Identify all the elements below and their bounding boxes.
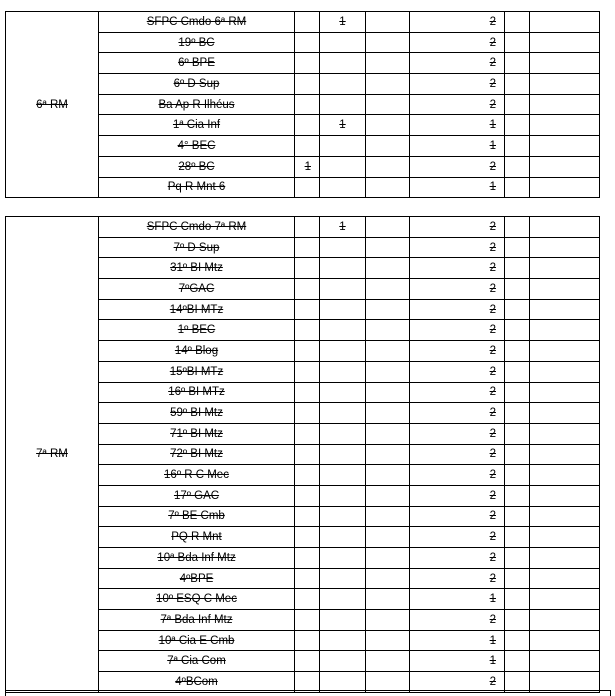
count-cell bbox=[320, 548, 366, 569]
count-cell: 2 bbox=[410, 320, 505, 341]
unit-cell: 17º GAC bbox=[99, 485, 295, 506]
unit-cell: 72º BI Mtz bbox=[99, 444, 295, 465]
count-cell: 2 bbox=[410, 444, 505, 465]
empty-cell bbox=[366, 237, 410, 258]
empty-cell bbox=[505, 341, 530, 362]
count-cell bbox=[320, 527, 366, 548]
empty-cell bbox=[366, 651, 410, 672]
count-cell bbox=[320, 258, 366, 279]
empty-cell bbox=[530, 115, 600, 136]
count-cell bbox=[320, 299, 366, 320]
empty-cell bbox=[366, 527, 410, 548]
unit-cell: Pq R Mnt 6 bbox=[99, 177, 295, 198]
count-cell: 1 bbox=[295, 156, 320, 177]
count-cell bbox=[320, 237, 366, 258]
unit-cell: Ba Ap R Ilhéus bbox=[99, 94, 295, 115]
empty-cell bbox=[366, 74, 410, 95]
unit-cell: 16º R C Mec bbox=[99, 465, 295, 486]
unit-cell: 14ºBI MTz bbox=[99, 299, 295, 320]
empty-cell bbox=[505, 630, 530, 651]
count-cell bbox=[295, 279, 320, 300]
empty-cell bbox=[505, 74, 530, 95]
empty-cell bbox=[366, 258, 410, 279]
empty-cell bbox=[530, 258, 600, 279]
unit-cell: 71º BI Mtz bbox=[99, 423, 295, 444]
empty-cell bbox=[530, 94, 600, 115]
empty-cell bbox=[530, 485, 600, 506]
empty-cell bbox=[366, 136, 410, 157]
count-cell: 2 bbox=[410, 299, 505, 320]
unit-cell: 7ª Bda Inf Mtz bbox=[99, 610, 295, 631]
empty-cell bbox=[505, 12, 530, 33]
empty-cell bbox=[505, 177, 530, 198]
empty-cell bbox=[366, 610, 410, 631]
table-7-rm bbox=[5, 216, 600, 693]
count-cell bbox=[295, 444, 320, 465]
count-cell: 1 bbox=[410, 115, 505, 136]
unit-cell: SFPC Cmdo 6ª RM bbox=[99, 12, 295, 33]
count-cell bbox=[320, 403, 366, 424]
unit-cell: 6º D Sup bbox=[99, 74, 295, 95]
unit-cell: 10ª Bda Inf Mtz bbox=[99, 548, 295, 569]
count-cell: 2 bbox=[410, 361, 505, 382]
count-cell bbox=[295, 465, 320, 486]
table-row bbox=[6, 12, 600, 33]
table-6-rm bbox=[5, 11, 600, 198]
empty-cell bbox=[530, 568, 600, 589]
unit-cell: 4ºBCom bbox=[99, 672, 295, 693]
empty-cell bbox=[530, 279, 600, 300]
count-cell: 2 bbox=[410, 423, 505, 444]
unit-cell: 31º BI Mtz bbox=[99, 258, 295, 279]
unit-cell: 59º BI Mtz bbox=[99, 403, 295, 424]
count-cell bbox=[320, 361, 366, 382]
empty-cell bbox=[505, 94, 530, 115]
region-cell: 6ª RM bbox=[6, 12, 99, 198]
count-cell: 1 bbox=[320, 115, 366, 136]
empty-cell bbox=[530, 361, 600, 382]
unit-cell: 1º BEC bbox=[99, 320, 295, 341]
empty-cell bbox=[530, 444, 600, 465]
count-cell: 2 bbox=[410, 156, 505, 177]
count-cell bbox=[295, 341, 320, 362]
empty-cell bbox=[530, 237, 600, 258]
count-cell bbox=[320, 465, 366, 486]
unit-cell: 4° BEC bbox=[99, 136, 295, 157]
empty-cell bbox=[530, 32, 600, 53]
count-cell: 2 bbox=[410, 465, 505, 486]
count-cell: 2 bbox=[410, 506, 505, 527]
count-cell bbox=[295, 527, 320, 548]
empty-cell bbox=[530, 548, 600, 569]
count-cell: 1 bbox=[410, 589, 505, 610]
empty-cell bbox=[505, 548, 530, 569]
unit-cell: SFPC Cmdo 7ª RM bbox=[99, 217, 295, 238]
count-cell: 2 bbox=[410, 12, 505, 33]
empty-cell bbox=[366, 485, 410, 506]
count-cell: 2 bbox=[410, 94, 505, 115]
empty-cell bbox=[505, 32, 530, 53]
empty-cell bbox=[530, 382, 600, 403]
count-cell: 2 bbox=[410, 527, 505, 548]
count-cell bbox=[320, 136, 366, 157]
count-cell bbox=[295, 485, 320, 506]
count-cell: 2 bbox=[410, 32, 505, 53]
empty-cell bbox=[366, 630, 410, 651]
count-cell: 2 bbox=[410, 672, 505, 693]
empty-cell bbox=[505, 527, 530, 548]
empty-cell bbox=[366, 32, 410, 53]
empty-cell bbox=[530, 527, 600, 548]
count-cell bbox=[295, 589, 320, 610]
empty-cell bbox=[366, 548, 410, 569]
unit-cell: 7º D Sup bbox=[99, 237, 295, 258]
empty-cell bbox=[366, 279, 410, 300]
empty-cell bbox=[530, 74, 600, 95]
count-cell bbox=[320, 177, 366, 198]
empty-cell bbox=[505, 382, 530, 403]
count-cell bbox=[320, 156, 366, 177]
empty-cell bbox=[505, 423, 530, 444]
empty-cell bbox=[366, 444, 410, 465]
empty-cell bbox=[530, 651, 600, 672]
count-cell bbox=[320, 320, 366, 341]
empty-cell bbox=[530, 320, 600, 341]
empty-cell bbox=[505, 444, 530, 465]
empty-cell bbox=[366, 320, 410, 341]
empty-cell bbox=[366, 115, 410, 136]
empty-cell bbox=[530, 12, 600, 33]
count-cell bbox=[295, 115, 320, 136]
empty-cell bbox=[366, 341, 410, 362]
region-cell: 7ª RM bbox=[6, 217, 99, 693]
empty-cell bbox=[366, 94, 410, 115]
count-cell bbox=[320, 444, 366, 465]
count-cell bbox=[320, 506, 366, 527]
empty-cell bbox=[366, 568, 410, 589]
empty-cell bbox=[505, 568, 530, 589]
count-cell: 1 bbox=[410, 177, 505, 198]
empty-cell bbox=[505, 589, 530, 610]
count-cell bbox=[295, 299, 320, 320]
unit-cell: 10º ESQ C Mec bbox=[99, 589, 295, 610]
count-cell bbox=[295, 320, 320, 341]
count-cell bbox=[295, 136, 320, 157]
table-row bbox=[6, 217, 600, 238]
count-cell: 2 bbox=[410, 341, 505, 362]
count-cell bbox=[295, 53, 320, 74]
empty-cell bbox=[530, 136, 600, 157]
empty-cell bbox=[505, 136, 530, 157]
count-cell bbox=[320, 630, 366, 651]
count-cell bbox=[320, 279, 366, 300]
empty-cell bbox=[366, 361, 410, 382]
count-cell bbox=[295, 177, 320, 198]
empty-cell bbox=[366, 403, 410, 424]
empty-cell bbox=[505, 465, 530, 486]
count-cell bbox=[295, 217, 320, 238]
count-cell: 2 bbox=[410, 53, 505, 74]
empty-cell bbox=[366, 177, 410, 198]
count-cell bbox=[320, 568, 366, 589]
empty-cell bbox=[505, 506, 530, 527]
empty-cell bbox=[366, 53, 410, 74]
unit-cell: 4ºBPE bbox=[99, 568, 295, 589]
empty-cell bbox=[505, 53, 530, 74]
empty-cell bbox=[505, 485, 530, 506]
count-cell bbox=[295, 548, 320, 569]
empty-cell bbox=[530, 589, 600, 610]
empty-cell bbox=[530, 630, 600, 651]
empty-cell bbox=[530, 403, 600, 424]
count-cell: 2 bbox=[410, 485, 505, 506]
count-cell bbox=[295, 382, 320, 403]
empty-cell bbox=[366, 506, 410, 527]
empty-cell bbox=[505, 651, 530, 672]
count-cell: 2 bbox=[410, 279, 505, 300]
count-cell bbox=[320, 610, 366, 631]
count-cell: 2 bbox=[410, 568, 505, 589]
count-cell bbox=[295, 94, 320, 115]
count-cell bbox=[295, 630, 320, 651]
count-cell bbox=[295, 32, 320, 53]
count-cell: 2 bbox=[410, 258, 505, 279]
unit-cell: 10ª Cia E Cmb bbox=[99, 630, 295, 651]
count-cell: 1 bbox=[320, 12, 366, 33]
count-cell bbox=[295, 423, 320, 444]
next-table-fragment bbox=[5, 690, 611, 696]
empty-cell bbox=[505, 403, 530, 424]
count-cell: 2 bbox=[410, 237, 505, 258]
empty-cell bbox=[505, 237, 530, 258]
empty-cell bbox=[530, 53, 600, 74]
unit-cell: 6º BPE bbox=[99, 53, 295, 74]
count-cell bbox=[295, 610, 320, 631]
count-cell bbox=[320, 485, 366, 506]
count-cell bbox=[295, 74, 320, 95]
empty-cell bbox=[530, 506, 600, 527]
unit-cell: 7ª Cia Com bbox=[99, 651, 295, 672]
count-cell bbox=[295, 651, 320, 672]
count-cell bbox=[320, 32, 366, 53]
empty-cell bbox=[530, 217, 600, 238]
empty-cell bbox=[530, 177, 600, 198]
unit-cell: 28º BC bbox=[99, 156, 295, 177]
empty-cell bbox=[366, 217, 410, 238]
unit-cell: 7º BE Cmb bbox=[99, 506, 295, 527]
empty-cell bbox=[530, 465, 600, 486]
count-cell: 1 bbox=[320, 217, 366, 238]
count-cell bbox=[320, 74, 366, 95]
count-cell bbox=[295, 403, 320, 424]
count-cell bbox=[320, 53, 366, 74]
empty-cell bbox=[505, 299, 530, 320]
count-cell bbox=[295, 506, 320, 527]
empty-cell bbox=[530, 610, 600, 631]
count-cell bbox=[320, 423, 366, 444]
count-cell: 2 bbox=[410, 217, 505, 238]
count-cell bbox=[295, 258, 320, 279]
count-cell bbox=[295, 361, 320, 382]
empty-cell bbox=[505, 258, 530, 279]
empty-cell bbox=[505, 156, 530, 177]
count-cell: 2 bbox=[410, 74, 505, 95]
count-cell: 2 bbox=[410, 610, 505, 631]
count-cell: 2 bbox=[410, 403, 505, 424]
empty-cell bbox=[366, 299, 410, 320]
count-cell bbox=[320, 382, 366, 403]
empty-cell bbox=[366, 156, 410, 177]
empty-cell bbox=[366, 382, 410, 403]
count-cell: 1 bbox=[410, 630, 505, 651]
count-cell bbox=[295, 12, 320, 33]
count-cell bbox=[320, 589, 366, 610]
count-cell bbox=[320, 651, 366, 672]
count-cell: 1 bbox=[410, 136, 505, 157]
empty-cell bbox=[530, 299, 600, 320]
empty-cell bbox=[366, 12, 410, 33]
empty-cell bbox=[366, 589, 410, 610]
unit-cell: 16º BI MTz bbox=[99, 382, 295, 403]
count-cell bbox=[320, 341, 366, 362]
count-cell bbox=[295, 237, 320, 258]
unit-cell: 15ºBI MTz bbox=[99, 361, 295, 382]
count-cell: 2 bbox=[410, 382, 505, 403]
empty-cell bbox=[505, 361, 530, 382]
empty-cell bbox=[366, 423, 410, 444]
empty-cell bbox=[530, 156, 600, 177]
empty-cell bbox=[505, 320, 530, 341]
count-cell: 1 bbox=[410, 651, 505, 672]
empty-cell bbox=[505, 217, 530, 238]
unit-cell: PQ R Mnt bbox=[99, 527, 295, 548]
empty-cell bbox=[530, 341, 600, 362]
empty-cell bbox=[505, 610, 530, 631]
count-cell bbox=[295, 568, 320, 589]
count-cell bbox=[320, 94, 366, 115]
unit-cell: 1ª Cia Inf bbox=[99, 115, 295, 136]
unit-cell: 14º Blog bbox=[99, 341, 295, 362]
empty-cell bbox=[366, 465, 410, 486]
count-cell: 2 bbox=[410, 548, 505, 569]
unit-cell: 19º BC bbox=[99, 32, 295, 53]
empty-cell bbox=[505, 279, 530, 300]
unit-cell: 7ºGAC bbox=[99, 279, 295, 300]
empty-cell bbox=[530, 423, 600, 444]
empty-cell bbox=[505, 115, 530, 136]
